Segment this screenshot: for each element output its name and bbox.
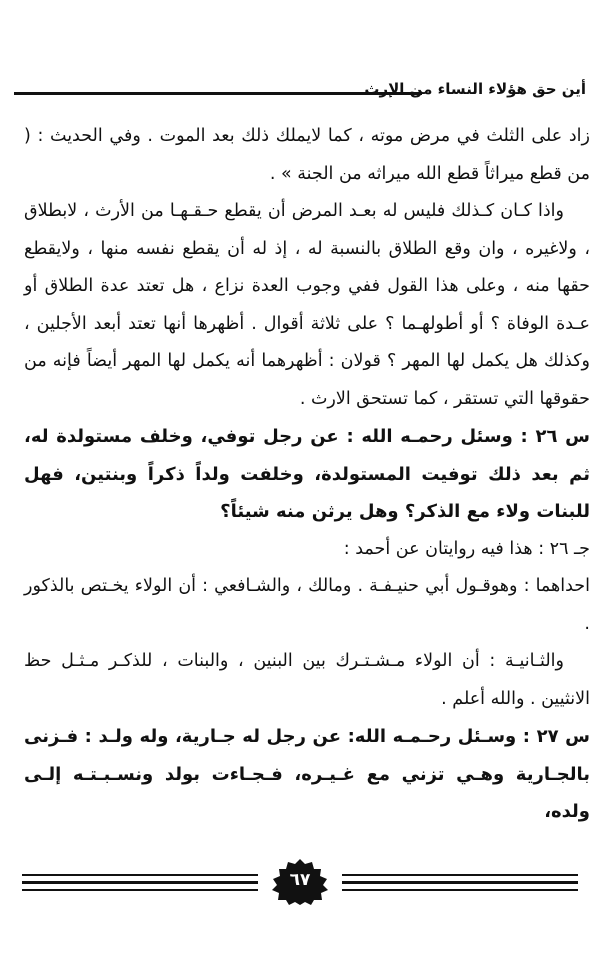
question-26: س ٢٦ : وسئل رحمـه الله : عن رجل توفي، وخلف مستولدة له، ثم بعد ذلك توفيت المستولدة، وخلفت ولداً ذكراً وبنتين، فهل للبنات ولاء مع الذكر؟ وهل يرثن منه شيئاً؟ xyxy=(24,426,591,522)
header-title: أين حق هؤلاء النساء من الإرث xyxy=(364,80,586,98)
answer-26-second-narration: والثـانيـة : أن الولاء مـشـتـرك بين البنين ، والبنات ، للذكـر مـثـل حظ الانثيين . والله أعلم . xyxy=(24,651,590,709)
footer-rule-right xyxy=(342,862,578,902)
answer-26: جـ ٢٦ : هذا فيه روايتان عن أحمد : xyxy=(343,538,590,559)
paragraph-continuation: زاد على الثلث في مرض موته ، كما لايملك ذلك بعد الموت . وفي الحديث : ( من قطع ميراثاً قطع الله ميراثه من الجنة » . xyxy=(24,126,590,184)
page-number: ٦٧ xyxy=(289,870,311,890)
question-27: س ٢٧ : وسـئل رحـمـه الله: عن رجل له جـارية، وله ولـد : فـزنى بالجـارية وهـي تزني مع غـيـره، فـجـاءت بولد ونسـبـتـه إلـى ولده، xyxy=(24,726,590,822)
body-text xyxy=(24,118,590,831)
page-footer xyxy=(22,862,578,912)
paragraph-divorce-inheritance: واذا كـان كـذلك فليس له بعـد المرض أن يقطع حـقـهـا من الأرث ، لابطلاق ، ولاغيره ، وان وقع الطلاق بالنسبة له ، إذ له أن يقطع نفسه منها ، ولايقطع حقها منه ، وعلى هذا القول ففي وجوب العدة نزاع ، هل تعتد عدة الطلاق أو عـدة الوفاة ؟ أو أطولهـما ؟ على ثلاثة أقوال . أظهرها أنها تعتد أبعد الأجلين ، وكذلك هل يكمل لها المهر ؟ قولان : أظهرهما أنه يكمل لها المهر أيضاً فإنه من حقوقها التي تستقر ، كما تستحق الارث . xyxy=(24,201,590,409)
footer-rule-left xyxy=(22,862,258,902)
answer-26-first-narration: احداهما : وهوقـول أبي حنيـفـة . ومالك ، والشـافعي : أن الولاء يخـتص بالذكور . xyxy=(24,576,590,634)
running-header xyxy=(14,80,586,106)
header-rule xyxy=(14,92,422,95)
